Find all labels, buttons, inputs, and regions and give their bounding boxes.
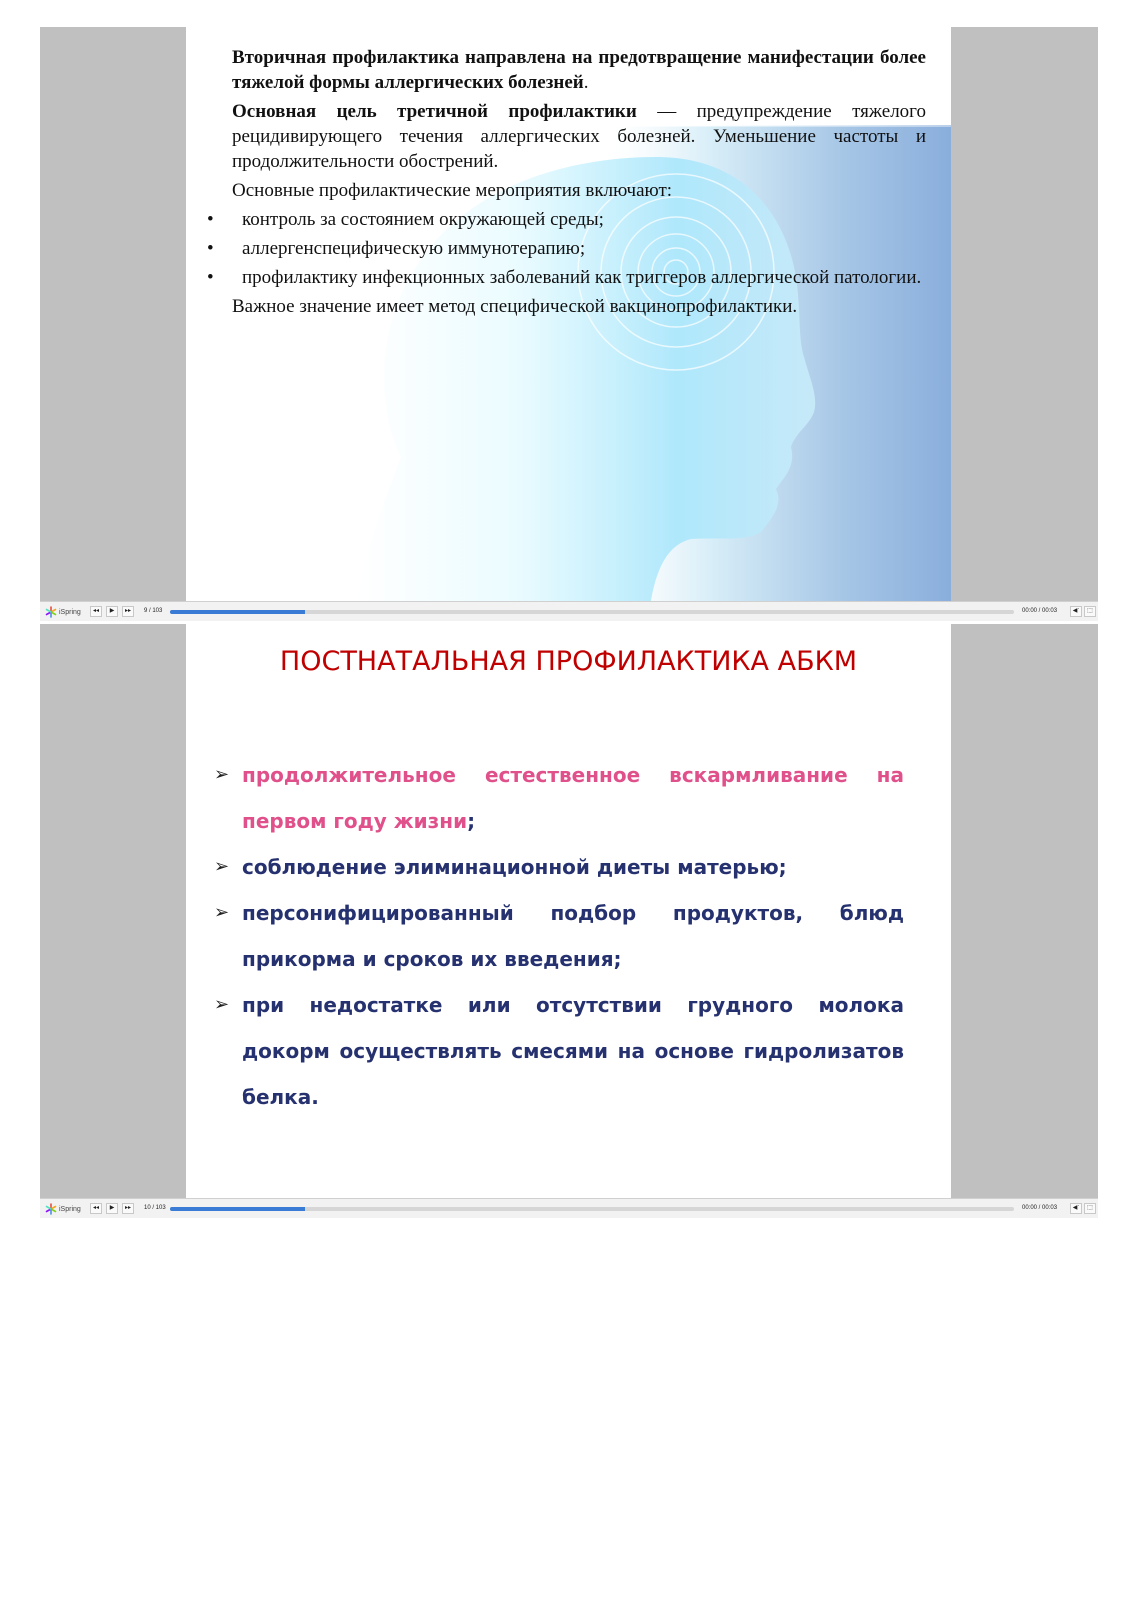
paragraph-tertiary-prevention xyxy=(232,99,926,174)
list-item-text: контроль за состоянием окружающей среды; xyxy=(242,209,604,230)
arrow-bullet-icon: ➢ xyxy=(214,764,230,785)
player-control-bar xyxy=(40,1198,1098,1218)
progress-bar-fill xyxy=(170,610,305,614)
slide-counter: 9 / 103 xyxy=(144,608,163,614)
progress-bar-fill xyxy=(170,1207,305,1211)
slide-title: ПОСТНАТАЛЬНАЯ ПРОФИЛАКТИКА АБКМ xyxy=(279,646,858,677)
list-item xyxy=(214,752,904,844)
list-item-text: аллергенспецифическую иммунотерапию; xyxy=(242,238,586,259)
paragraph-tertiary-prevention-bold: Основная цель третичной профилактики xyxy=(232,101,637,122)
next-slide-button[interactable]: ▸▸ xyxy=(122,606,134,617)
ispring-logo-icon xyxy=(45,1203,57,1215)
time-display: 00:00 / 00:03 xyxy=(1022,608,1058,614)
prevention-list xyxy=(214,752,904,1120)
paragraph-secondary-prevention-bold: Вторичная профилактика направлена на предотвращение манифестации более тяжелой формы аллергических болезней xyxy=(232,47,926,93)
list-item xyxy=(207,236,926,261)
list-item-text: профилактику инфекционных заболеваний как триггеров аллергической патологии. xyxy=(242,267,922,288)
progress-bar[interactable] xyxy=(170,1207,1014,1211)
list-item xyxy=(214,844,904,890)
bullet-icon: • xyxy=(207,209,214,230)
paragraph-secondary-prevention xyxy=(232,45,926,95)
paragraph-secondary-prevention-end: . xyxy=(583,72,589,93)
play-button[interactable]: ▶ xyxy=(106,606,118,617)
list-item-text: соблюдение элиминационной диеты матерью; xyxy=(242,855,787,879)
ispring-logo xyxy=(45,1203,81,1215)
list-item-text: персонифицированный подбор продуктов, блюд прикорма и сроков их введения; xyxy=(242,901,904,971)
previous-slide-button[interactable]: ◂◂ xyxy=(90,606,102,617)
measures-list xyxy=(207,207,926,290)
fullscreen-icon[interactable]: ⬚ xyxy=(1084,606,1096,617)
arrow-bullet-icon: ➢ xyxy=(214,994,230,1015)
time-display: 00:00 / 00:03 xyxy=(1022,1205,1058,1211)
next-slide-button[interactable]: ▸▸ xyxy=(122,1203,134,1214)
list-item xyxy=(207,207,926,232)
paragraph-measures-intro: Основные профилактические мероприятия включают: xyxy=(232,180,673,201)
arrow-bullet-icon: ➢ xyxy=(214,902,230,923)
list-item xyxy=(214,982,904,1120)
previous-slide-button[interactable]: ◂◂ xyxy=(90,1203,102,1214)
slide-9-text xyxy=(207,45,926,323)
fullscreen-icon[interactable]: ⬚ xyxy=(1084,1203,1096,1214)
progress-bar[interactable] xyxy=(170,610,1014,614)
list-item xyxy=(207,265,926,290)
list-item-suffix: ; xyxy=(467,809,476,833)
play-button[interactable]: ▶ xyxy=(106,1203,118,1214)
volume-icon[interactable]: ◀ॱ xyxy=(1070,1203,1082,1214)
volume-icon[interactable]: ◀ॱ xyxy=(1070,606,1082,617)
ispring-brand-label: iSpring xyxy=(59,1205,81,1213)
ispring-brand-label: iSpring xyxy=(59,608,81,616)
ispring-logo xyxy=(45,606,81,618)
bullet-icon: • xyxy=(207,267,214,288)
slide-9 xyxy=(186,27,951,601)
slide-counter: 10 / 103 xyxy=(144,1205,166,1211)
list-item-text: продолжительное естественное вскармливание на первом году жизни xyxy=(242,763,904,833)
player-control-bar xyxy=(40,601,1098,621)
ispring-logo-icon xyxy=(45,606,57,618)
slide-player-2 xyxy=(40,624,1098,1218)
list-item xyxy=(214,890,904,982)
list-item-text: при недостатке или отсутствии грудного молока докорм осуществлять смесями на основе гидролизатов белка. xyxy=(242,993,904,1109)
arrow-bullet-icon: ➢ xyxy=(214,856,230,877)
paragraph-tertiary-prevention-rest: — предупреждение тяжелого рецидивирующего течения аллергических болезней. Уменьшение частоты и продолжительности обострений. xyxy=(232,101,926,172)
bullet-icon: • xyxy=(207,238,214,259)
slide-player-1 xyxy=(40,27,1098,621)
slide-10 xyxy=(186,624,951,1198)
paragraph-vaccination: Важное значение имеет метод специфической вакцинопрофилактики. xyxy=(232,296,798,317)
